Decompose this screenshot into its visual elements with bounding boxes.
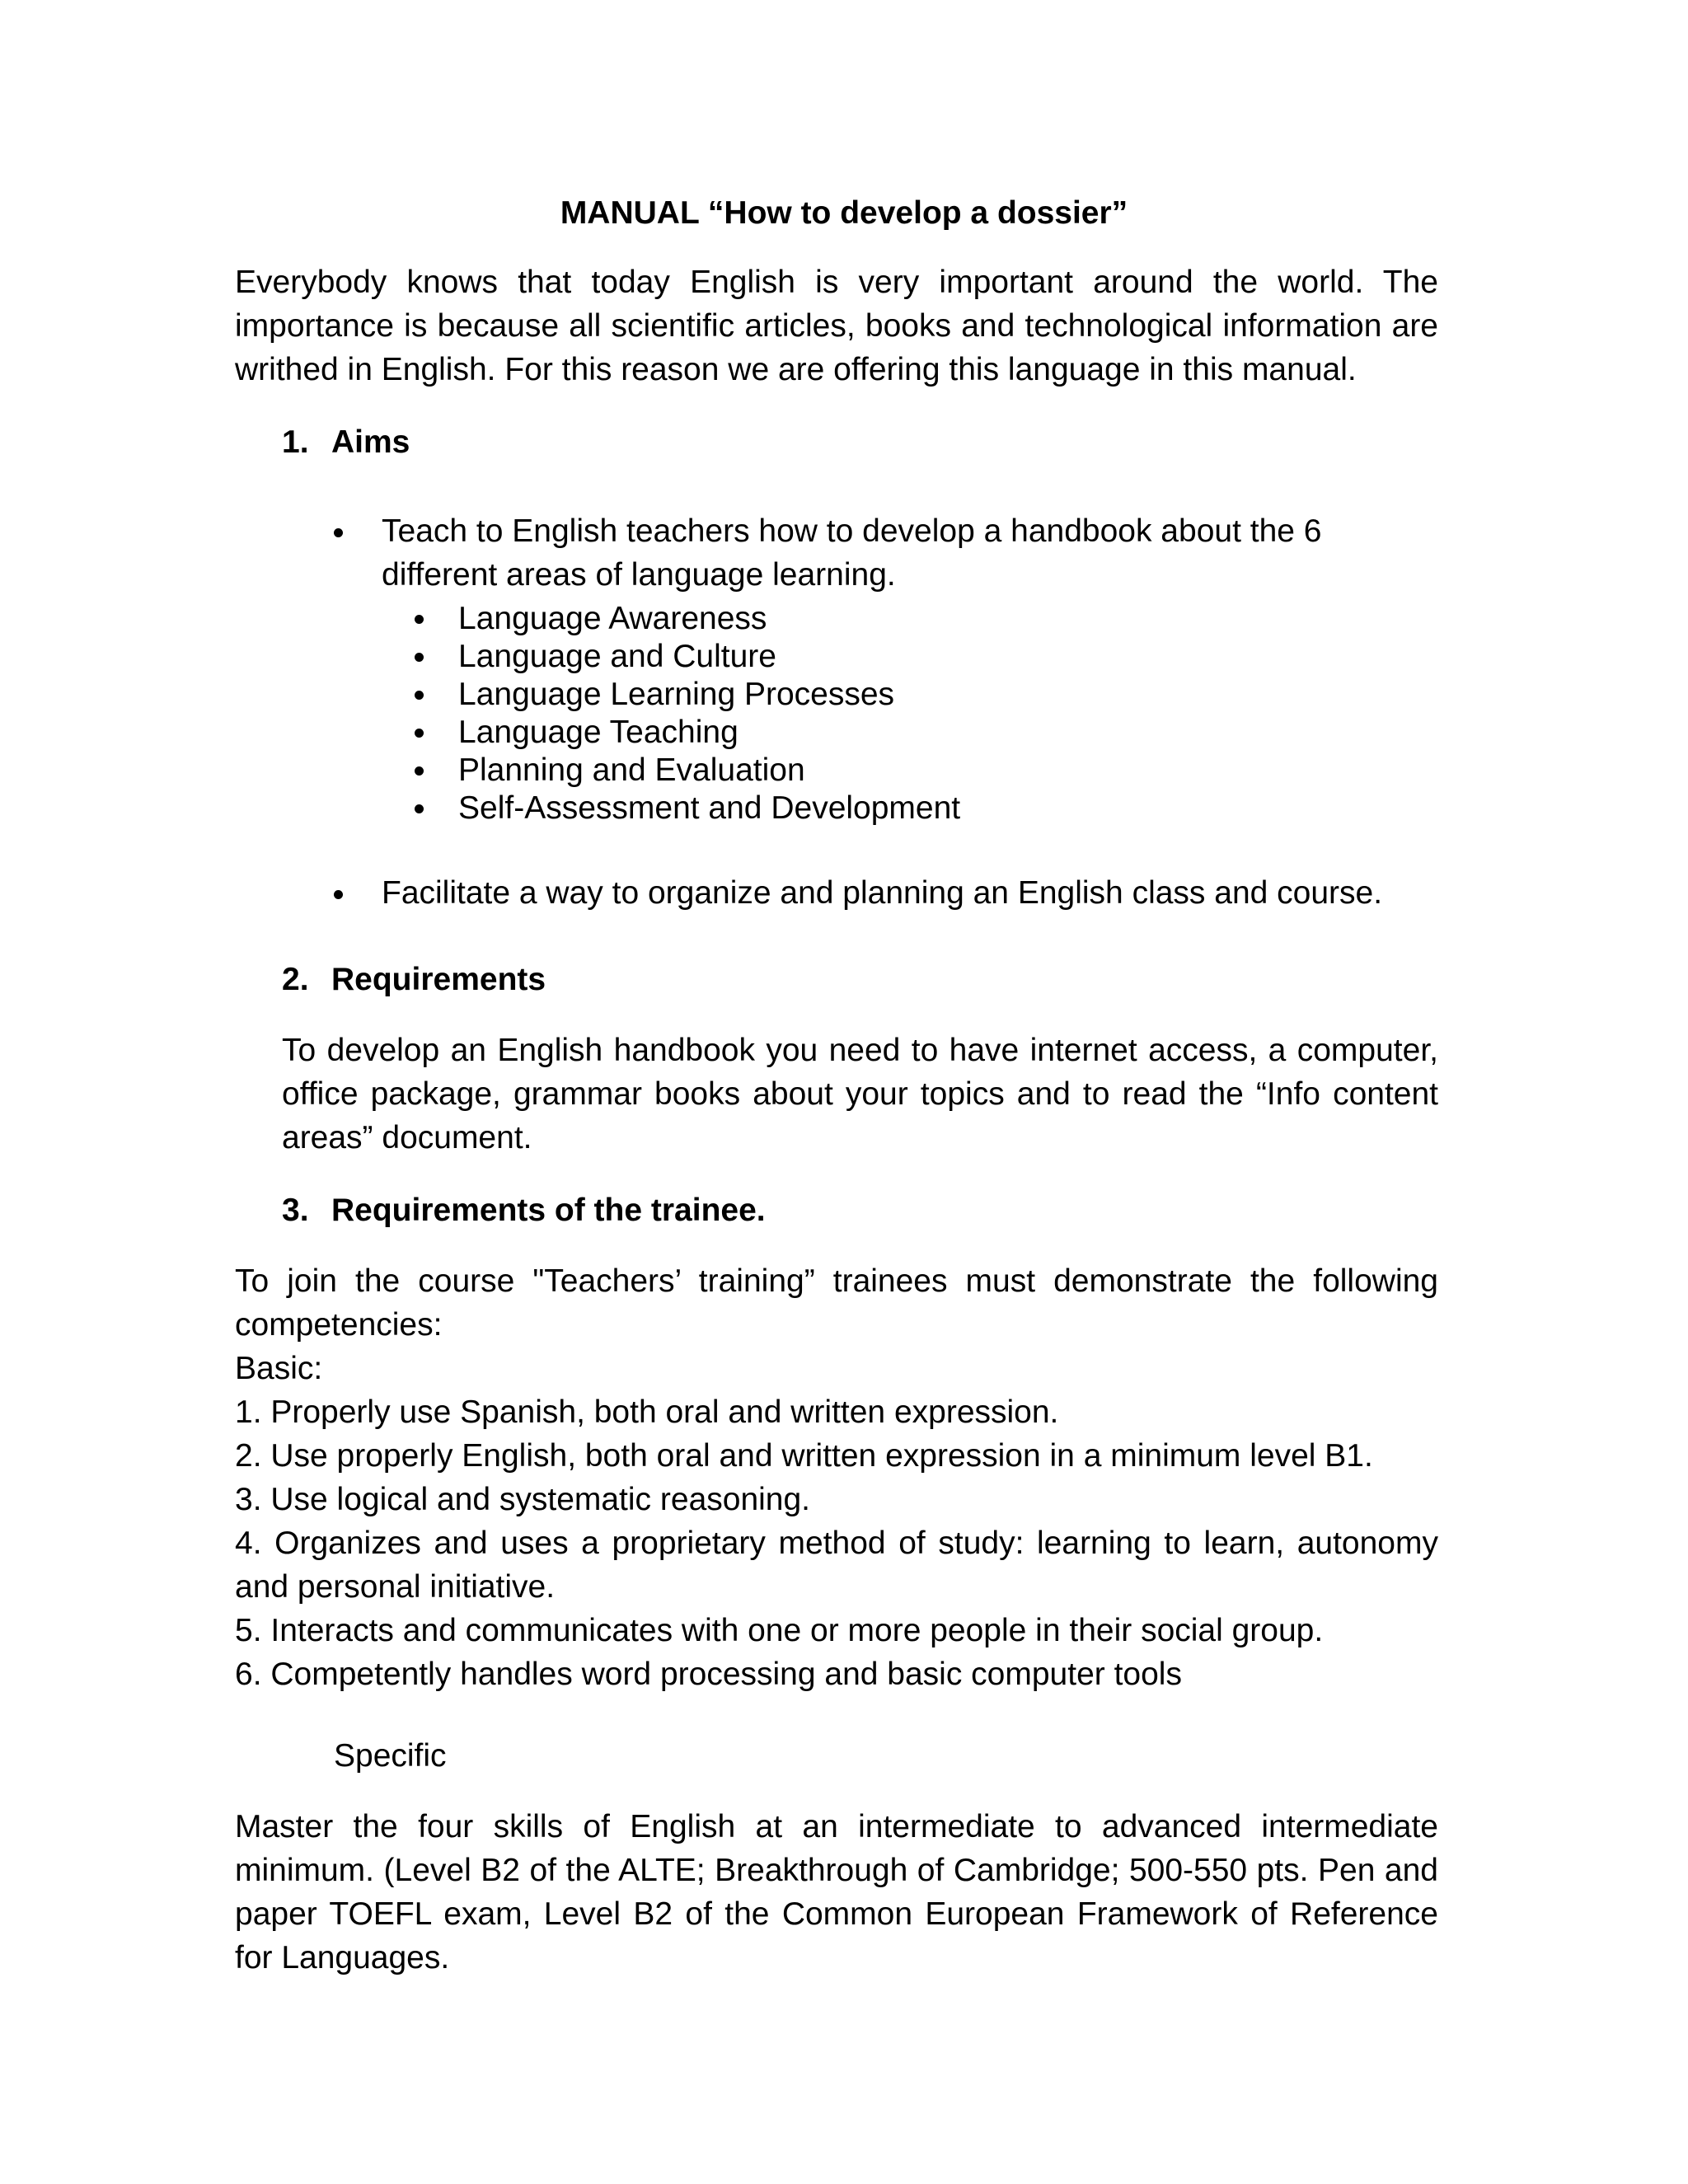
bullet-icon	[334, 528, 343, 537]
basic-item: 1. Properly use Spanish, both oral and written expression.	[235, 1394, 1059, 1430]
list-item: Language Awareness	[458, 601, 767, 636]
list-item: Planning and Evaluation	[458, 752, 805, 788]
requirements-paragraph: To develop an English handbook you need to have internet access, a computer, office package, grammar books about your topics and to read the “Info content areas” document.	[282, 1033, 1438, 1155]
aims-bullet-1: Teach to English teachers how to develop a handbook about the 6 different areas of language learning.	[382, 513, 1322, 593]
bullet-icon	[415, 653, 424, 662]
section-heading-aims	[282, 420, 410, 464]
specific-label: Specific	[334, 1738, 447, 1774]
list-item: Self-Assessment and Development	[458, 790, 961, 826]
basic-label: Basic:	[235, 1351, 323, 1386]
bullet-icon	[415, 804, 424, 813]
section-heading-trainee	[282, 1188, 766, 1232]
section-heading-requirements	[282, 958, 546, 1001]
section-number: 2.	[282, 962, 309, 997]
basic-item: 6. Competently handles word processing and basic computer tools	[235, 1657, 1182, 1692]
bullet-icon	[415, 766, 424, 776]
section-title: Requirements of the trainee.	[331, 1193, 766, 1228]
basic-item: 4. Organizes and uses a proprietary method of study: learning to learn, autonomy and personal initiative.	[235, 1526, 1438, 1605]
bullet-icon	[415, 729, 424, 738]
basic-item: 5. Interacts and communicates with one or more people in their social group.	[235, 1613, 1324, 1648]
intro-paragraph: Everybody knows that today English is very important around the world. The importance is because all scientific articles, books and technological information are writhed in English. For this reason we are offering this language in this manual.	[235, 265, 1438, 387]
basic-item: 2. Use properly English, both oral and written expression in a minimum level B1.	[235, 1438, 1373, 1474]
basic-item: 3. Use logical and systematic reasoning.	[235, 1482, 811, 1517]
document-title: MANUAL “How to develop a dossier”	[560, 195, 1128, 231]
section-number: 1.	[282, 424, 309, 460]
specific-paragraph: Master the four skills of English at an intermediate to advanced intermediate minimum. (Level B2 of the ALTE; Breakthrough of Cambridge; 500-550 pts. Pen and paper TOEFL exam, Level B2 of the Common European Framework of Reference for Languages.	[235, 1809, 1438, 1975]
list-item: Language Teaching	[458, 715, 738, 750]
bullet-icon	[415, 615, 424, 624]
bullet-icon	[415, 691, 424, 700]
section-title: Aims	[331, 424, 410, 460]
list-item: Language Learning Processes	[458, 677, 895, 712]
list-item: Language and Culture	[458, 639, 776, 674]
section-title: Requirements	[331, 962, 546, 997]
bullet-icon	[334, 890, 343, 899]
trainee-intro-paragraph: To join the course "Teachers’ training” trainees must demonstrate the following competencies:	[235, 1263, 1438, 1343]
section-number: 3.	[282, 1193, 309, 1228]
aims-bullet-2: Facilitate a way to organize and planning an English class and course.	[382, 875, 1383, 911]
